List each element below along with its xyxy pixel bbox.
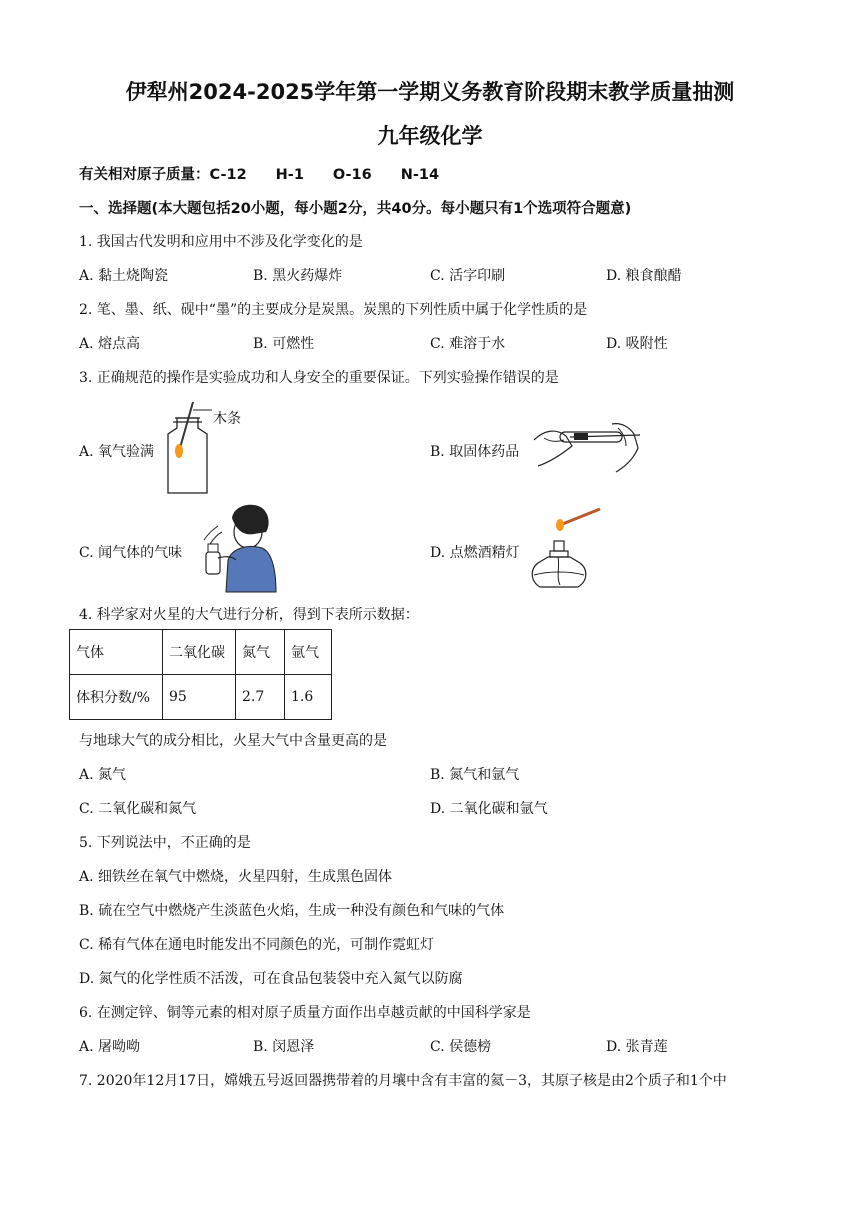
- figure-label-stick: 木条: [213, 411, 241, 427]
- option-c: C. 侯德榜: [430, 1039, 492, 1055]
- smell-gas-figure: [192, 500, 282, 595]
- option-c: C. 二氧化碳和氮气: [79, 801, 197, 817]
- flame-icon: [556, 519, 564, 531]
- option-a: A. 黏土烧陶瓷: [79, 268, 169, 284]
- option-a: A. 熔点高: [79, 336, 141, 352]
- table-row: [70, 675, 332, 720]
- option-b: B. 氮气和氩气: [430, 767, 520, 783]
- table-row: [70, 630, 332, 675]
- question-stem: 7. 2020年12月17日，嫦娥五号返回器携带着的月壤中含有丰富的氦－3，其原子核是由2个质子和1个中: [79, 1073, 727, 1089]
- table-cell: 95: [163, 675, 236, 720]
- question-stem: 3. 正确规范的操作是实验成功和人身安全的重要保证。下列实验操作错误的是: [79, 370, 559, 386]
- table-cell: 氩气: [285, 630, 332, 675]
- question-stem: 2. 笔、墨、纸、砚中“墨”的主要成分是炭黑。炭黑的下列性质中属于化学性质的是: [79, 302, 588, 318]
- question-stem: 1. 我国古代发明和应用中不涉及化学变化的是: [79, 234, 363, 250]
- table-cell: 1.6: [285, 675, 332, 720]
- exam-subtitle: 九年级化学: [377, 124, 483, 148]
- option-c: C. 闻气体的气味: [79, 545, 183, 561]
- table-cell: 2.7: [236, 675, 285, 720]
- option-d: D. 吸附性: [606, 336, 668, 352]
- option-d: D. 氮气的化学性质不活泼，可在食品包装袋中充入氮气以防腐: [79, 971, 463, 987]
- option-d: D. 张青莲: [606, 1039, 668, 1055]
- option-d: D. 二氧化碳和氩气: [430, 801, 548, 817]
- option-b: B. 可燃性: [253, 336, 315, 352]
- question-stem: 4. 科学家对火星的大气进行分析，得到下表所示数据：: [79, 607, 419, 623]
- mars-atmosphere-table: [69, 629, 332, 720]
- option-d: D. 粮食酿醋: [606, 268, 682, 284]
- exam-title: 伊犁州2024-2025学年第一学期义务教育阶段期末教学质量抽测: [125, 80, 735, 104]
- solid-reagent-figure: [530, 418, 645, 478]
- table-cell: 体积分数/%: [70, 675, 163, 720]
- option-b: B. 取固体药品: [430, 444, 520, 460]
- table-cell: 氮气: [236, 630, 285, 675]
- atomic-mass-line: 有关相对原子质量：C-12 H-1 O-16 N-14: [79, 167, 440, 183]
- table-cell: 二氧化碳: [163, 630, 236, 675]
- option-c: C. 难溶于水: [430, 336, 506, 352]
- option-a: A. 氮气: [79, 767, 127, 783]
- table-cell: 气体: [70, 630, 163, 675]
- option-b: B. 硫在空气中燃烧产生淡蓝色火焰，生成一种没有颜色和气味的气体: [79, 903, 505, 919]
- question-stem: 5. 下列说法中，不正确的是: [79, 835, 251, 851]
- option-b: B. 黑火药爆炸: [253, 268, 343, 284]
- option-b: B. 闵恩泽: [253, 1039, 315, 1055]
- flame-icon: [175, 444, 183, 458]
- option-c: C. 稀有气体在通电时能发出不同颜色的光，可制作霓虹灯: [79, 937, 435, 953]
- question-stem: 6. 在测定锌、铜等元素的相对原子质量方面作出卓越贡献的中国科学家是: [79, 1005, 531, 1021]
- option-a: A. 氧气验满: [79, 444, 155, 460]
- option-c: C. 活字印刷: [430, 268, 506, 284]
- alcohol-lamp-figure: [524, 505, 609, 595]
- question-text: 与地球大气的成分相比，火星大气中含量更高的是: [79, 733, 387, 749]
- section-heading: 一、选择题(本大题包括20小题，每小题2分，共40分。每小题只有1个选项符合题意): [79, 201, 632, 217]
- option-a: A. 细铁丝在氧气中燃烧，火星四射，生成黑色固体: [79, 869, 393, 885]
- option-a: A. 屠呦呦: [79, 1039, 141, 1055]
- option-d: D. 点燃酒精灯: [430, 545, 520, 561]
